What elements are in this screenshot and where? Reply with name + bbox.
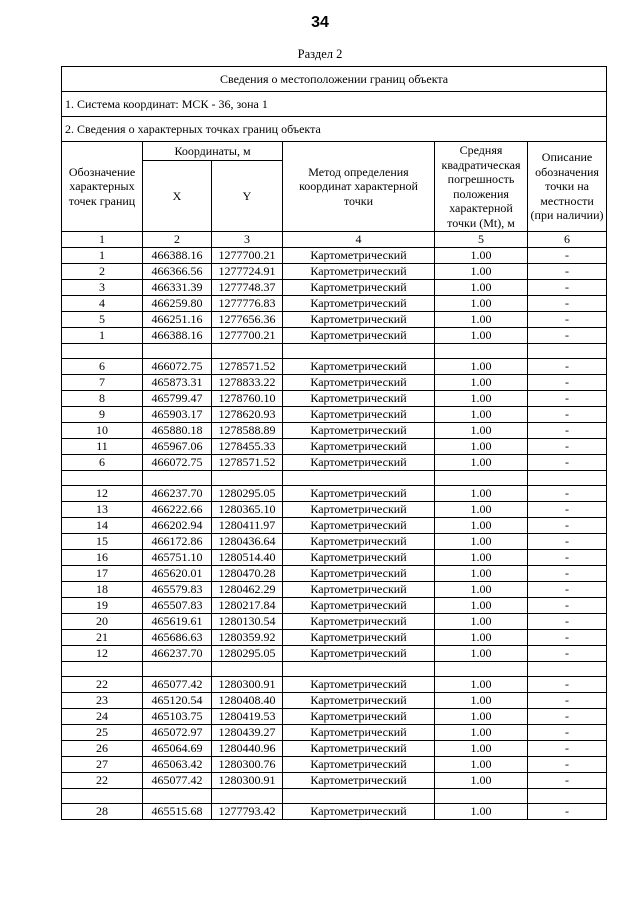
cell-y: 1280295.05 <box>212 486 283 502</box>
cell-method: Картометрический <box>283 646 435 662</box>
table-row <box>62 598 607 614</box>
table-row <box>62 248 607 264</box>
table-body <box>62 67 607 820</box>
cell-accuracy: 1.00 <box>435 598 528 614</box>
empty-cell <box>435 789 528 804</box>
table-row <box>62 439 607 455</box>
cell-x: 465751.10 <box>143 550 212 566</box>
cell-method: Картометрический <box>283 423 435 439</box>
cell-point-number: 24 <box>62 709 143 725</box>
cell-point-number: 6 <box>62 359 143 375</box>
cell-description: - <box>528 502 607 518</box>
cell-x: 465579.83 <box>143 582 212 598</box>
cell-accuracy: 1.00 <box>435 264 528 280</box>
table-row <box>62 725 607 741</box>
cell-description: - <box>528 630 607 646</box>
boundary-points-table <box>61 66 607 820</box>
cell-description: - <box>528 693 607 709</box>
cell-x: 465873.31 <box>143 375 212 391</box>
cell-method: Картометрический <box>283 502 435 518</box>
cell-accuracy: 1.00 <box>435 677 528 693</box>
table-row <box>62 804 607 820</box>
cell-x: 465620.01 <box>143 566 212 582</box>
cell-x: 466172.86 <box>143 534 212 550</box>
empty-cell <box>528 662 607 677</box>
cell-x: 466366.56 <box>143 264 212 280</box>
cell-description: - <box>528 455 607 471</box>
cell-point-number: 17 <box>62 566 143 582</box>
empty-cell <box>62 789 143 804</box>
cell-y: 1280408.40 <box>212 693 283 709</box>
cell-description: - <box>528 757 607 773</box>
cell-point-number: 22 <box>62 677 143 693</box>
table-row <box>62 773 607 789</box>
table-row <box>62 550 607 566</box>
cell-method: Картометрический <box>283 741 435 757</box>
cell-description: - <box>528 359 607 375</box>
empty-cell <box>212 344 283 359</box>
cell-y: 1278588.89 <box>212 423 283 439</box>
cell-accuracy: 1.00 <box>435 518 528 534</box>
table-row <box>62 375 607 391</box>
cell-point-number: 9 <box>62 407 143 423</box>
separator-row <box>62 789 607 804</box>
table-row <box>62 693 607 709</box>
empty-cell <box>62 344 143 359</box>
coord-system-text: 1. Система координат: МСК - 36, зона 1 <box>62 92 607 117</box>
cell-description: - <box>528 677 607 693</box>
cell-point-number: 11 <box>62 439 143 455</box>
cell-accuracy: 1.00 <box>435 773 528 789</box>
table-row <box>62 407 607 423</box>
cell-x: 465903.17 <box>143 407 212 423</box>
cell-accuracy: 1.00 <box>435 455 528 471</box>
header-point-designation: Обозначение характерных точек границ <box>62 142 143 232</box>
table-row <box>62 423 607 439</box>
cell-point-number: 20 <box>62 614 143 630</box>
cell-point-number: 21 <box>62 630 143 646</box>
column-numbers-row <box>62 232 607 248</box>
cell-accuracy: 1.00 <box>435 741 528 757</box>
cell-point-number: 22 <box>62 773 143 789</box>
cell-accuracy: 1.00 <box>435 407 528 423</box>
cell-method: Картометрический <box>283 804 435 820</box>
cell-x: 466388.16 <box>143 248 212 264</box>
cell-y: 1277700.21 <box>212 328 283 344</box>
table-row <box>62 455 607 471</box>
cell-x: 465515.68 <box>143 804 212 820</box>
cell-point-number: 1 <box>62 328 143 344</box>
separator-row <box>62 344 607 359</box>
empty-cell <box>62 471 143 486</box>
column-number: 6 <box>528 232 607 248</box>
empty-cell <box>283 662 435 677</box>
empty-cell <box>143 662 212 677</box>
cell-description: - <box>528 741 607 757</box>
cell-x: 466072.75 <box>143 359 212 375</box>
cell-point-number: 15 <box>62 534 143 550</box>
cell-x: 465072.97 <box>143 725 212 741</box>
cell-description: - <box>528 725 607 741</box>
cell-description: - <box>528 550 607 566</box>
cell-method: Картометрический <box>283 598 435 614</box>
cell-y: 1280300.76 <box>212 757 283 773</box>
section-title: Раздел 2 <box>297 47 343 61</box>
cell-accuracy: 1.00 <box>435 280 528 296</box>
cell-description: - <box>528 582 607 598</box>
points-heading-text: 2. Сведения о характерных точках границ объекта <box>62 117 607 142</box>
cell-description: - <box>528 804 607 820</box>
cell-point-number: 3 <box>62 280 143 296</box>
coord-system-row <box>62 92 607 117</box>
header-y: Y <box>212 161 283 232</box>
header-row-1 <box>62 142 607 161</box>
cell-x: 465967.06 <box>143 439 212 455</box>
table-row <box>62 296 607 312</box>
cell-method: Картометрический <box>283 328 435 344</box>
table-row <box>62 518 607 534</box>
cell-method: Картометрический <box>283 550 435 566</box>
cell-description: - <box>528 709 607 725</box>
table-row <box>62 677 607 693</box>
cell-description: - <box>528 328 607 344</box>
table-row <box>62 328 607 344</box>
cell-accuracy: 1.00 <box>435 296 528 312</box>
table-row <box>62 709 607 725</box>
cell-x: 466202.94 <box>143 518 212 534</box>
cell-method: Картометрический <box>283 630 435 646</box>
cell-method: Картометрический <box>283 296 435 312</box>
column-number: 5 <box>435 232 528 248</box>
cell-y: 1277656.36 <box>212 312 283 328</box>
cell-y: 1278571.52 <box>212 359 283 375</box>
cell-x: 465619.61 <box>143 614 212 630</box>
cell-y: 1278833.22 <box>212 375 283 391</box>
table-row <box>62 280 607 296</box>
table-title-row <box>62 67 607 92</box>
cell-description: - <box>528 248 607 264</box>
table-row <box>62 359 607 375</box>
empty-cell <box>528 471 607 486</box>
empty-cell <box>62 662 143 677</box>
page-number: 34 <box>311 14 329 31</box>
cell-method: Картометрический <box>283 455 435 471</box>
cell-method: Картометрический <box>283 534 435 550</box>
cell-accuracy: 1.00 <box>435 375 528 391</box>
header-x: X <box>143 161 212 232</box>
column-number: 3 <box>212 232 283 248</box>
cell-point-number: 25 <box>62 725 143 741</box>
cell-accuracy: 1.00 <box>435 248 528 264</box>
cell-method: Картометрический <box>283 693 435 709</box>
cell-x: 466251.16 <box>143 312 212 328</box>
cell-x: 465507.83 <box>143 598 212 614</box>
cell-method: Картометрический <box>283 391 435 407</box>
table-row <box>62 502 607 518</box>
cell-y: 1278455.33 <box>212 439 283 455</box>
table-row <box>62 614 607 630</box>
cell-point-number: 4 <box>62 296 143 312</box>
cell-y: 1280300.91 <box>212 677 283 693</box>
cell-x: 466072.75 <box>143 455 212 471</box>
empty-cell <box>283 789 435 804</box>
cell-point-number: 10 <box>62 423 143 439</box>
cell-y: 1280365.10 <box>212 502 283 518</box>
table-row <box>62 486 607 502</box>
cell-accuracy: 1.00 <box>435 757 528 773</box>
table-row <box>62 312 607 328</box>
cell-accuracy: 1.00 <box>435 566 528 582</box>
cell-point-number: 16 <box>62 550 143 566</box>
cell-description: - <box>528 534 607 550</box>
table-row <box>62 264 607 280</box>
table-row <box>62 630 607 646</box>
cell-x: 466388.16 <box>143 328 212 344</box>
table-row <box>62 534 607 550</box>
cell-y: 1280295.05 <box>212 646 283 662</box>
cell-accuracy: 1.00 <box>435 582 528 598</box>
cell-description: - <box>528 614 607 630</box>
cell-accuracy: 1.00 <box>435 693 528 709</box>
cell-accuracy: 1.00 <box>435 534 528 550</box>
cell-point-number: 14 <box>62 518 143 534</box>
cell-y: 1277700.21 <box>212 248 283 264</box>
cell-y: 1280359.92 <box>212 630 283 646</box>
cell-method: Картометрический <box>283 757 435 773</box>
cell-point-number: 23 <box>62 693 143 709</box>
cell-y: 1280300.91 <box>212 773 283 789</box>
cell-description: - <box>528 391 607 407</box>
cell-method: Картометрический <box>283 773 435 789</box>
header-description: Описание обозначения точки на местности (при наличии) <box>528 142 607 232</box>
cell-point-number: 5 <box>62 312 143 328</box>
separator-row <box>62 662 607 677</box>
cell-accuracy: 1.00 <box>435 328 528 344</box>
cell-x: 466237.70 <box>143 646 212 662</box>
cell-method: Картометрический <box>283 486 435 502</box>
cell-accuracy: 1.00 <box>435 725 528 741</box>
cell-y: 1280436.64 <box>212 534 283 550</box>
cell-description: - <box>528 486 607 502</box>
cell-y: 1280439.27 <box>212 725 283 741</box>
cell-x: 466331.39 <box>143 280 212 296</box>
empty-cell <box>435 662 528 677</box>
empty-cell <box>283 471 435 486</box>
cell-method: Картометрический <box>283 248 435 264</box>
cell-y: 1280419.53 <box>212 709 283 725</box>
cell-method: Картометрический <box>283 264 435 280</box>
cell-y: 1280130.54 <box>212 614 283 630</box>
cell-point-number: 2 <box>62 264 143 280</box>
cell-point-number: 6 <box>62 455 143 471</box>
cell-accuracy: 1.00 <box>435 502 528 518</box>
cell-point-number: 28 <box>62 804 143 820</box>
cell-x: 465077.42 <box>143 677 212 693</box>
cell-description: - <box>528 598 607 614</box>
cell-method: Картометрический <box>283 518 435 534</box>
cell-accuracy: 1.00 <box>435 359 528 375</box>
cell-method: Картометрический <box>283 709 435 725</box>
table-title: Сведения о местоположении границ объекта <box>62 67 607 92</box>
empty-cell <box>143 789 212 804</box>
cell-method: Картометрический <box>283 359 435 375</box>
cell-accuracy: 1.00 <box>435 439 528 455</box>
empty-cell <box>143 471 212 486</box>
cell-method: Картометрический <box>283 582 435 598</box>
cell-description: - <box>528 646 607 662</box>
cell-method: Картометрический <box>283 280 435 296</box>
cell-method: Картометрический <box>283 725 435 741</box>
empty-cell <box>212 471 283 486</box>
empty-cell <box>528 344 607 359</box>
cell-point-number: 27 <box>62 757 143 773</box>
cell-accuracy: 1.00 <box>435 423 528 439</box>
cell-y: 1278620.93 <box>212 407 283 423</box>
empty-cell <box>528 789 607 804</box>
cell-point-number: 26 <box>62 741 143 757</box>
empty-cell <box>435 471 528 486</box>
cell-accuracy: 1.00 <box>435 486 528 502</box>
header-method: Метод определения координат характерной точки <box>283 142 435 232</box>
cell-x: 465120.54 <box>143 693 212 709</box>
cell-y: 1278760.10 <box>212 391 283 407</box>
cell-point-number: 18 <box>62 582 143 598</box>
cell-description: - <box>528 423 607 439</box>
empty-cell <box>212 789 283 804</box>
cell-accuracy: 1.00 <box>435 804 528 820</box>
table-row <box>62 741 607 757</box>
cell-description: - <box>528 264 607 280</box>
cell-y: 1277793.42 <box>212 804 283 820</box>
cell-description: - <box>528 375 607 391</box>
table-row <box>62 646 607 662</box>
cell-y: 1280217.84 <box>212 598 283 614</box>
cell-x: 466259.80 <box>143 296 212 312</box>
cell-y: 1280514.40 <box>212 550 283 566</box>
cell-y: 1278571.52 <box>212 455 283 471</box>
cell-description: - <box>528 439 607 455</box>
empty-cell <box>283 344 435 359</box>
cell-description: - <box>528 518 607 534</box>
cell-point-number: 19 <box>62 598 143 614</box>
cell-description: - <box>528 280 607 296</box>
cell-point-number: 12 <box>62 646 143 662</box>
cell-x: 465077.42 <box>143 773 212 789</box>
cell-x: 465880.18 <box>143 423 212 439</box>
cell-method: Картометрический <box>283 375 435 391</box>
cell-point-number: 1 <box>62 248 143 264</box>
cell-x: 465064.69 <box>143 741 212 757</box>
header-coordinates: Координаты, м <box>143 142 283 161</box>
cell-x: 465686.63 <box>143 630 212 646</box>
cell-point-number: 7 <box>62 375 143 391</box>
cell-accuracy: 1.00 <box>435 709 528 725</box>
cell-y: 1277724.91 <box>212 264 283 280</box>
empty-cell <box>435 344 528 359</box>
table-row <box>62 582 607 598</box>
cell-accuracy: 1.00 <box>435 391 528 407</box>
cell-y: 1277748.37 <box>212 280 283 296</box>
cell-y: 1280411.97 <box>212 518 283 534</box>
cell-point-number: 12 <box>62 486 143 502</box>
empty-cell <box>212 662 283 677</box>
cell-y: 1280470.28 <box>212 566 283 582</box>
points-heading-row <box>62 117 607 142</box>
cell-method: Картометрический <box>283 312 435 328</box>
cell-point-number: 13 <box>62 502 143 518</box>
cell-accuracy: 1.00 <box>435 646 528 662</box>
cell-description: - <box>528 773 607 789</box>
table-row <box>62 757 607 773</box>
cell-point-number: 8 <box>62 391 143 407</box>
table-row <box>62 566 607 582</box>
cell-description: - <box>528 566 607 582</box>
cell-x: 465103.75 <box>143 709 212 725</box>
header-accuracy: Средняя квадратическая погрешность положения характерной точки (Mt), м <box>435 142 528 232</box>
cell-description: - <box>528 312 607 328</box>
column-number: 1 <box>62 232 143 248</box>
cell-accuracy: 1.00 <box>435 312 528 328</box>
cell-y: 1277776.83 <box>212 296 283 312</box>
cell-description: - <box>528 407 607 423</box>
column-number: 4 <box>283 232 435 248</box>
cell-method: Картометрический <box>283 439 435 455</box>
separator-row <box>62 471 607 486</box>
empty-cell <box>143 344 212 359</box>
cell-x: 465799.47 <box>143 391 212 407</box>
column-number: 2 <box>143 232 212 248</box>
cell-description: - <box>528 296 607 312</box>
cell-y: 1280440.96 <box>212 741 283 757</box>
cell-accuracy: 1.00 <box>435 614 528 630</box>
cell-accuracy: 1.00 <box>435 630 528 646</box>
cell-accuracy: 1.00 <box>435 550 528 566</box>
table-row <box>62 391 607 407</box>
cell-x: 465063.42 <box>143 757 212 773</box>
cell-method: Картометрический <box>283 677 435 693</box>
cell-x: 466222.66 <box>143 502 212 518</box>
cell-method: Картометрический <box>283 566 435 582</box>
cell-x: 466237.70 <box>143 486 212 502</box>
cell-y: 1280462.29 <box>212 582 283 598</box>
cell-method: Картометрический <box>283 407 435 423</box>
cell-method: Картометрический <box>283 614 435 630</box>
